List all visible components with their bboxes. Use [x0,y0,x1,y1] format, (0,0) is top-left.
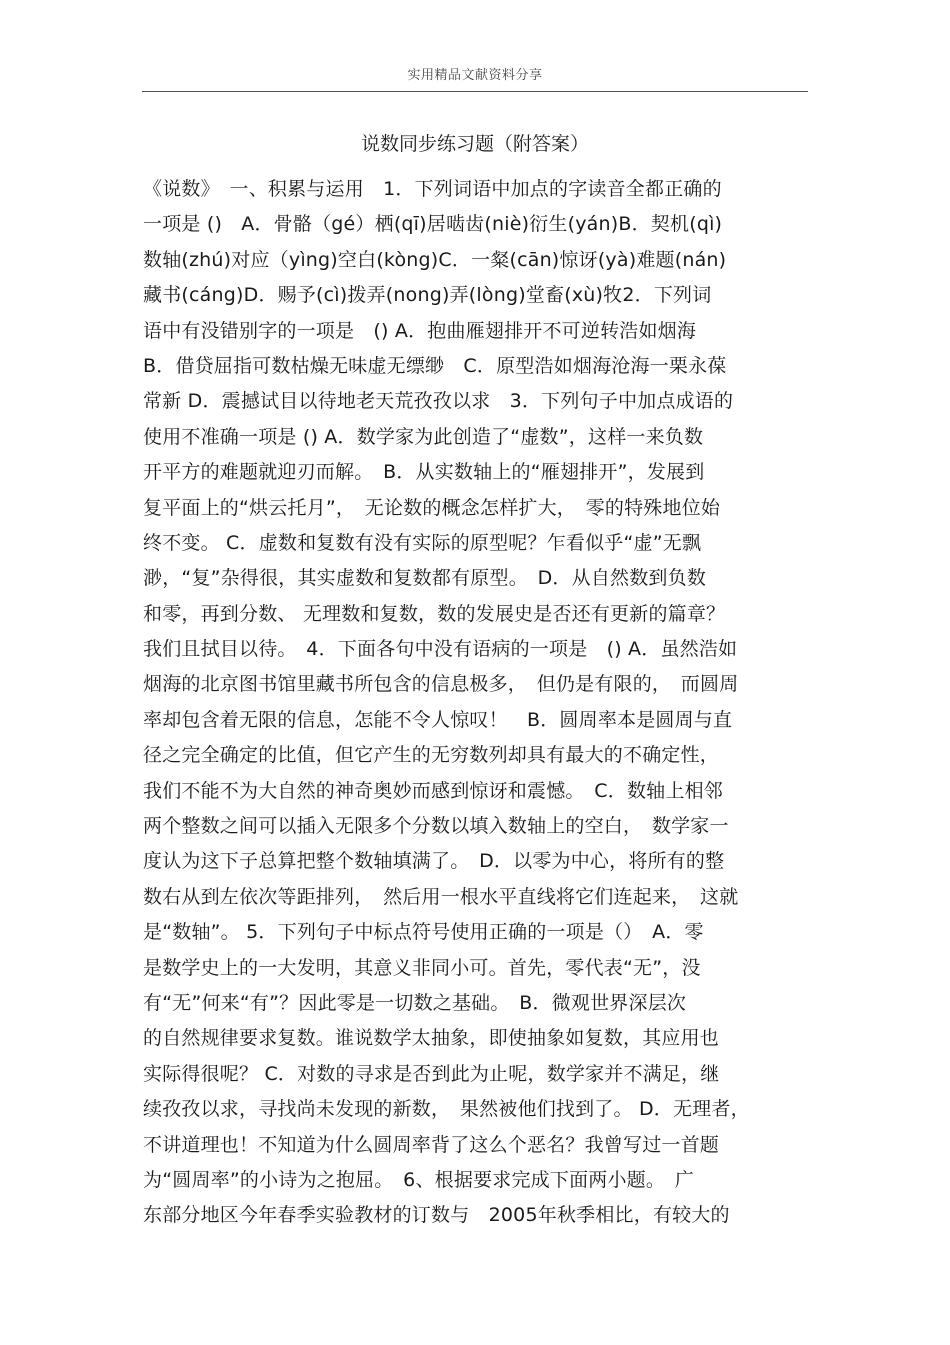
body-line: 《说数》 一、积累与运用 1．下列词语中加点的字读音全都正确的 [143,178,722,200]
body-line: 藏书(cáng)D．赐予(cì)拨弄(nong)弄(lòng)堂畜(xù)牧2．下列词 [143,284,712,307]
body-line: 的自然规律要求复数。谁说数学太抽象，即使抽象如复数，其应用也 [143,1027,720,1050]
body-line: 和零，再到分数、 无理数和复数，数的发展史是否还有更新的篇章？ [143,602,726,625]
body-line: 有“无”何来“有”？因此零是一切数之基础。 B．微观世界深层次 [143,991,687,1014]
document-title: 说数同步练习题（附答案） [360,133,589,155]
body-line: 我们不能不为大自然的神奇奥妙而感到惊讶和震憾。 C．数轴上相邻 [143,779,723,802]
body-line: 续孜孜以求，寻找尚未发现的新数， 果然被他们找到了。 D．无理者， [143,1098,750,1121]
body-line: 使用不准确一项是 () A．数学家为此创造了“虚数”，这样一来负数 [143,425,704,448]
body-line: 语中有没错别字的一项是 () A．抱曲雁翅排开不可逆转浩如烟海 [143,319,697,342]
page-header: 实用精品文献资料分享 [407,68,543,83]
body-line: 烟海的北京图书馆里藏书所包含的信息极多， 但仍是有限的， 而圆周 [143,673,739,696]
body-line: 数右从到左依次等距排列， 然后用一根水平直线将它们连起来， 这就 [143,885,739,908]
body-line: 东部分地区今年春季实验教材的订数与 2005年秋季相比，有较大的 [143,1204,730,1227]
body-line: 开平方的难题就迎刃而解。 B．从实数轴上的“雁翅排开”，发展到 [143,461,705,484]
body-line: 我们且拭目以待。 4．下面各句中没有语病的一项是 () A．虽然浩如 [143,638,738,661]
body-line: B．借贷屈指可数枯燥无味虚无缥缈 C．原型浩如烟海沧海一栗永葆 [143,354,727,377]
body-line: 是“数轴”。 5．下列句子中标点符号使用正确的一项是（） A．零 [143,921,704,944]
body-line: 复平面上的“烘云托月”， 无论数的概念怎样扩大， 零的特殊地位始 [143,496,721,519]
body-line: 两个整数之间可以插入无限多个分数以填入数轴上的空白， 数学家一 [143,815,729,838]
body-line: 不讲道理也！不知道为什么圆周率背了这么个恶名？我曾写过一首题 [143,1133,720,1156]
body-line: 是数学史上的一大发明，其意义非同小可。首先，零代表“无”，没 [143,956,701,979]
header-divider [142,91,808,92]
body-line: 一项是 () A．骨骼（gé）栖(qī)居啮齿(niè)衍生(yán)B．契机(qì) [143,213,723,236]
document-body [143,172,843,1234]
body-line: 终不变。 C．虚数和复数有没有实际的原型呢？乍看似乎“虚”无飘 [143,531,702,554]
body-line: 度认为这下子总算把整个数轴填满了。 D．以零为中心，将所有的整 [143,850,725,873]
body-line: 为“圆周率”的小诗为之抱屈。 6、根据要求完成下面两小题。 广 [143,1168,694,1191]
body-line: 径之完全确定的比值，但它产生的无穷数列却具有最大的不确定性， [143,744,720,767]
body-line: 常新 D．震撼试目以待地老天荒孜孜以求 3．下列句子中加点成语的 [143,390,734,413]
body-line: 渺，“复”杂得很，其实虚数和复数都有原型。 D．从自然数到负数 [143,567,707,590]
body-line: 数轴(zhú)对应（yìng)空白(kòng)C．一粲(cān)惊讶(yà)难题(nán) [143,248,727,271]
body-line: 实际得很呢？ C．对数的寻求是否到此为止呢，数学家并不满足，继 [143,1062,720,1085]
body-line: 率却包含着无限的信息，怎能不令人惊叹！ B．圆周率本是圆周与直 [143,708,733,731]
